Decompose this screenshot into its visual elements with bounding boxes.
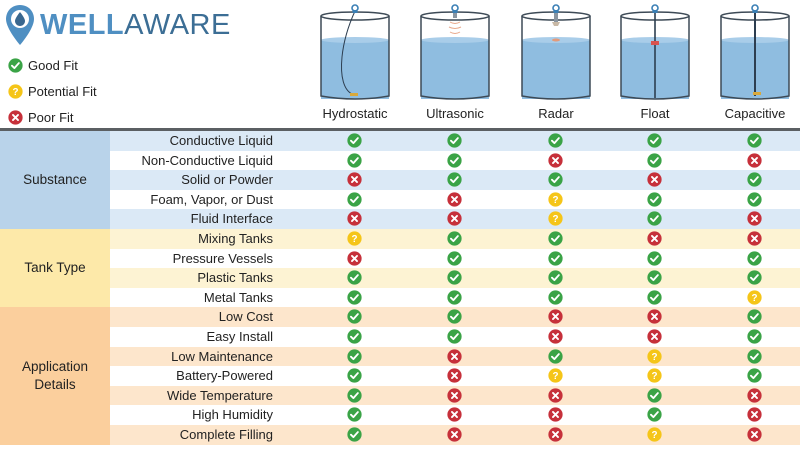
category-app [0,307,110,444]
legend-label: Potential Fit [28,83,97,99]
legend-item-good [8,52,97,78]
good-fit-icon [747,309,763,325]
row-label: Battery-Powered [176,368,273,384]
brand-name [40,8,231,41]
poor-fit-icon [548,407,564,423]
poor-fit-icon [447,407,463,423]
good-fit-icon [747,251,763,267]
poor-fit-icon [747,388,763,404]
good-fit-icon [647,211,663,227]
good-fit-icon [647,270,663,286]
row-label: Non-Conductive Liquid [141,152,273,168]
good-fit-icon [347,388,363,404]
category-label-line: Details [34,376,76,392]
poor-fit-icon [447,349,463,365]
column-header-hydrostatic: Hydrostatic [322,106,388,121]
good-fit-icon [347,329,363,345]
table-row [0,288,800,308]
row-label: Complete Filling [179,427,273,442]
row-label: Pressure Vessels [172,250,273,266]
category-label-line: Application [21,358,89,374]
svg-text:?: ? [552,371,559,383]
good-fit-icon [747,133,763,149]
table-row [0,131,800,151]
brand-part2: AWARE [124,8,231,41]
good-fit-icon [548,349,564,365]
good-fit-icon [548,270,564,286]
good-fit-icon [747,368,763,384]
good-fit-icon [447,133,463,149]
potential-fit-icon [548,368,564,384]
poor-fit-icon [747,153,763,169]
good-fit-icon [447,329,463,345]
table-row [0,366,800,386]
table-row [0,249,800,269]
tank-float-illustration [620,2,690,100]
poor-fit-icon [747,231,763,247]
good-fit-icon [8,58,23,73]
poor-fit-icon [647,231,663,247]
good-fit-icon [548,290,564,306]
tank-radar-illustration [521,2,591,100]
good-fit-icon [548,231,564,247]
table-row [0,268,800,288]
poor-fit-icon [347,251,363,267]
good-fit-icon [447,153,463,169]
row-label: High Humidity [192,407,273,423]
poor-fit-icon [447,211,463,227]
good-fit-icon [347,309,363,325]
good-fit-icon [347,427,363,443]
column-header-capacitive: Capacitive [724,106,786,121]
svg-text:?: ? [12,86,19,98]
good-fit-icon [347,153,363,169]
row-label: Solid or Powder [181,172,273,188]
potential-fit-icon [548,211,564,227]
poor-fit-icon [747,211,763,227]
row-label: Foam, Vapor, or Dust [150,191,273,207]
good-fit-icon [347,133,363,149]
legend-label: Good Fit [28,57,78,73]
poor-fit-icon [747,427,763,443]
brand-logo [4,2,231,48]
good-fit-icon [447,270,463,286]
table-row [0,327,800,347]
location-pin-icon [4,4,36,46]
good-fit-icon [347,407,363,423]
poor-fit-icon [647,329,663,345]
good-fit-icon [647,133,663,149]
poor-fit-icon [347,172,363,188]
potential-fit-icon [548,192,564,208]
potential-fit-icon [647,368,663,384]
table-row [0,425,800,445]
good-fit-icon [747,329,763,345]
brand-part1: WELL [40,8,125,41]
svg-text:?: ? [552,194,559,206]
poor-fit-icon [747,407,763,423]
row-label: Plastic Tanks [197,270,273,286]
good-fit-icon [647,388,663,404]
good-fit-icon [647,407,663,423]
table-row [0,170,800,190]
svg-text:?: ? [552,214,559,226]
row-label: Low Cost [218,309,273,325]
poor-fit-icon [548,388,564,404]
column-header-radar: Radar [538,106,574,121]
good-fit-icon [747,172,763,188]
row-label: Easy Install [206,329,273,344]
potential-fit-icon [647,349,663,365]
svg-text:?: ? [751,292,758,304]
row-label: Mixing Tanks [198,231,273,246]
potential-fit-icon [347,231,363,247]
good-fit-icon [447,290,463,306]
legend-item-potential [8,78,97,104]
poor-fit-icon [548,309,564,325]
good-fit-icon [347,349,363,365]
good-fit-icon [447,309,463,325]
row-label: Low Maintenance [171,348,273,364]
poor-fit-icon [347,211,363,227]
tank-hydrostatic-illustration [320,2,390,100]
row-label: Fluid Interface [190,211,273,227]
row-label: Conductive Liquid [169,133,273,148]
poor-fit-icon [447,192,463,208]
good-fit-icon [647,290,663,306]
tank-capacitive-illustration [720,2,790,100]
good-fit-icon [447,251,463,267]
good-fit-icon [548,133,564,149]
tank-ultrasonic-illustration [420,2,490,100]
svg-text:?: ? [651,429,658,441]
good-fit-icon [347,192,363,208]
good-fit-icon [647,192,663,208]
poor-fit-icon [447,368,463,384]
good-fit-icon [347,270,363,286]
table-row [0,386,800,406]
good-fit-icon [347,368,363,384]
good-fit-icon [647,251,663,267]
poor-fit-icon [548,153,564,169]
svg-text:?: ? [351,233,358,245]
good-fit-icon [548,172,564,188]
legend-item-poor [8,104,97,130]
legend [8,52,97,130]
table-row [0,209,800,229]
column-header-float: Float [640,106,670,121]
legend-label: Poor Fit [28,109,74,125]
table-row [0,190,800,210]
poor-fit-icon [647,172,663,188]
row-label: Metal Tanks [203,289,273,305]
poor-fit-icon [548,427,564,443]
good-fit-icon [347,290,363,306]
potential-fit-icon [647,427,663,443]
column-header-ultrasonic: Ultrasonic [426,106,484,121]
potential-fit-icon [747,290,763,306]
table-row [0,347,800,367]
category-label: Tank Type [24,260,86,276]
good-fit-icon [747,192,763,208]
good-fit-icon [447,231,463,247]
good-fit-icon [747,270,763,286]
good-fit-icon [548,251,564,267]
table-row [0,307,800,327]
poor-fit-icon [548,329,564,345]
good-fit-icon [647,153,663,169]
category-substance [0,131,110,229]
poor-fit-icon [447,388,463,404]
svg-text:?: ? [651,351,658,363]
table-row [0,405,800,425]
good-fit-icon [747,349,763,365]
poor-fit-icon [447,427,463,443]
svg-text:?: ? [651,371,658,383]
category-tank [0,229,110,307]
poor-fit-icon [8,110,23,125]
row-label: Wide Temperature [167,387,273,403]
good-fit-icon [447,172,463,188]
table-row [0,229,800,249]
potential-fit-icon [8,84,23,99]
category-label: Substance [23,172,87,187]
table-row [0,151,800,171]
poor-fit-icon [647,309,663,325]
